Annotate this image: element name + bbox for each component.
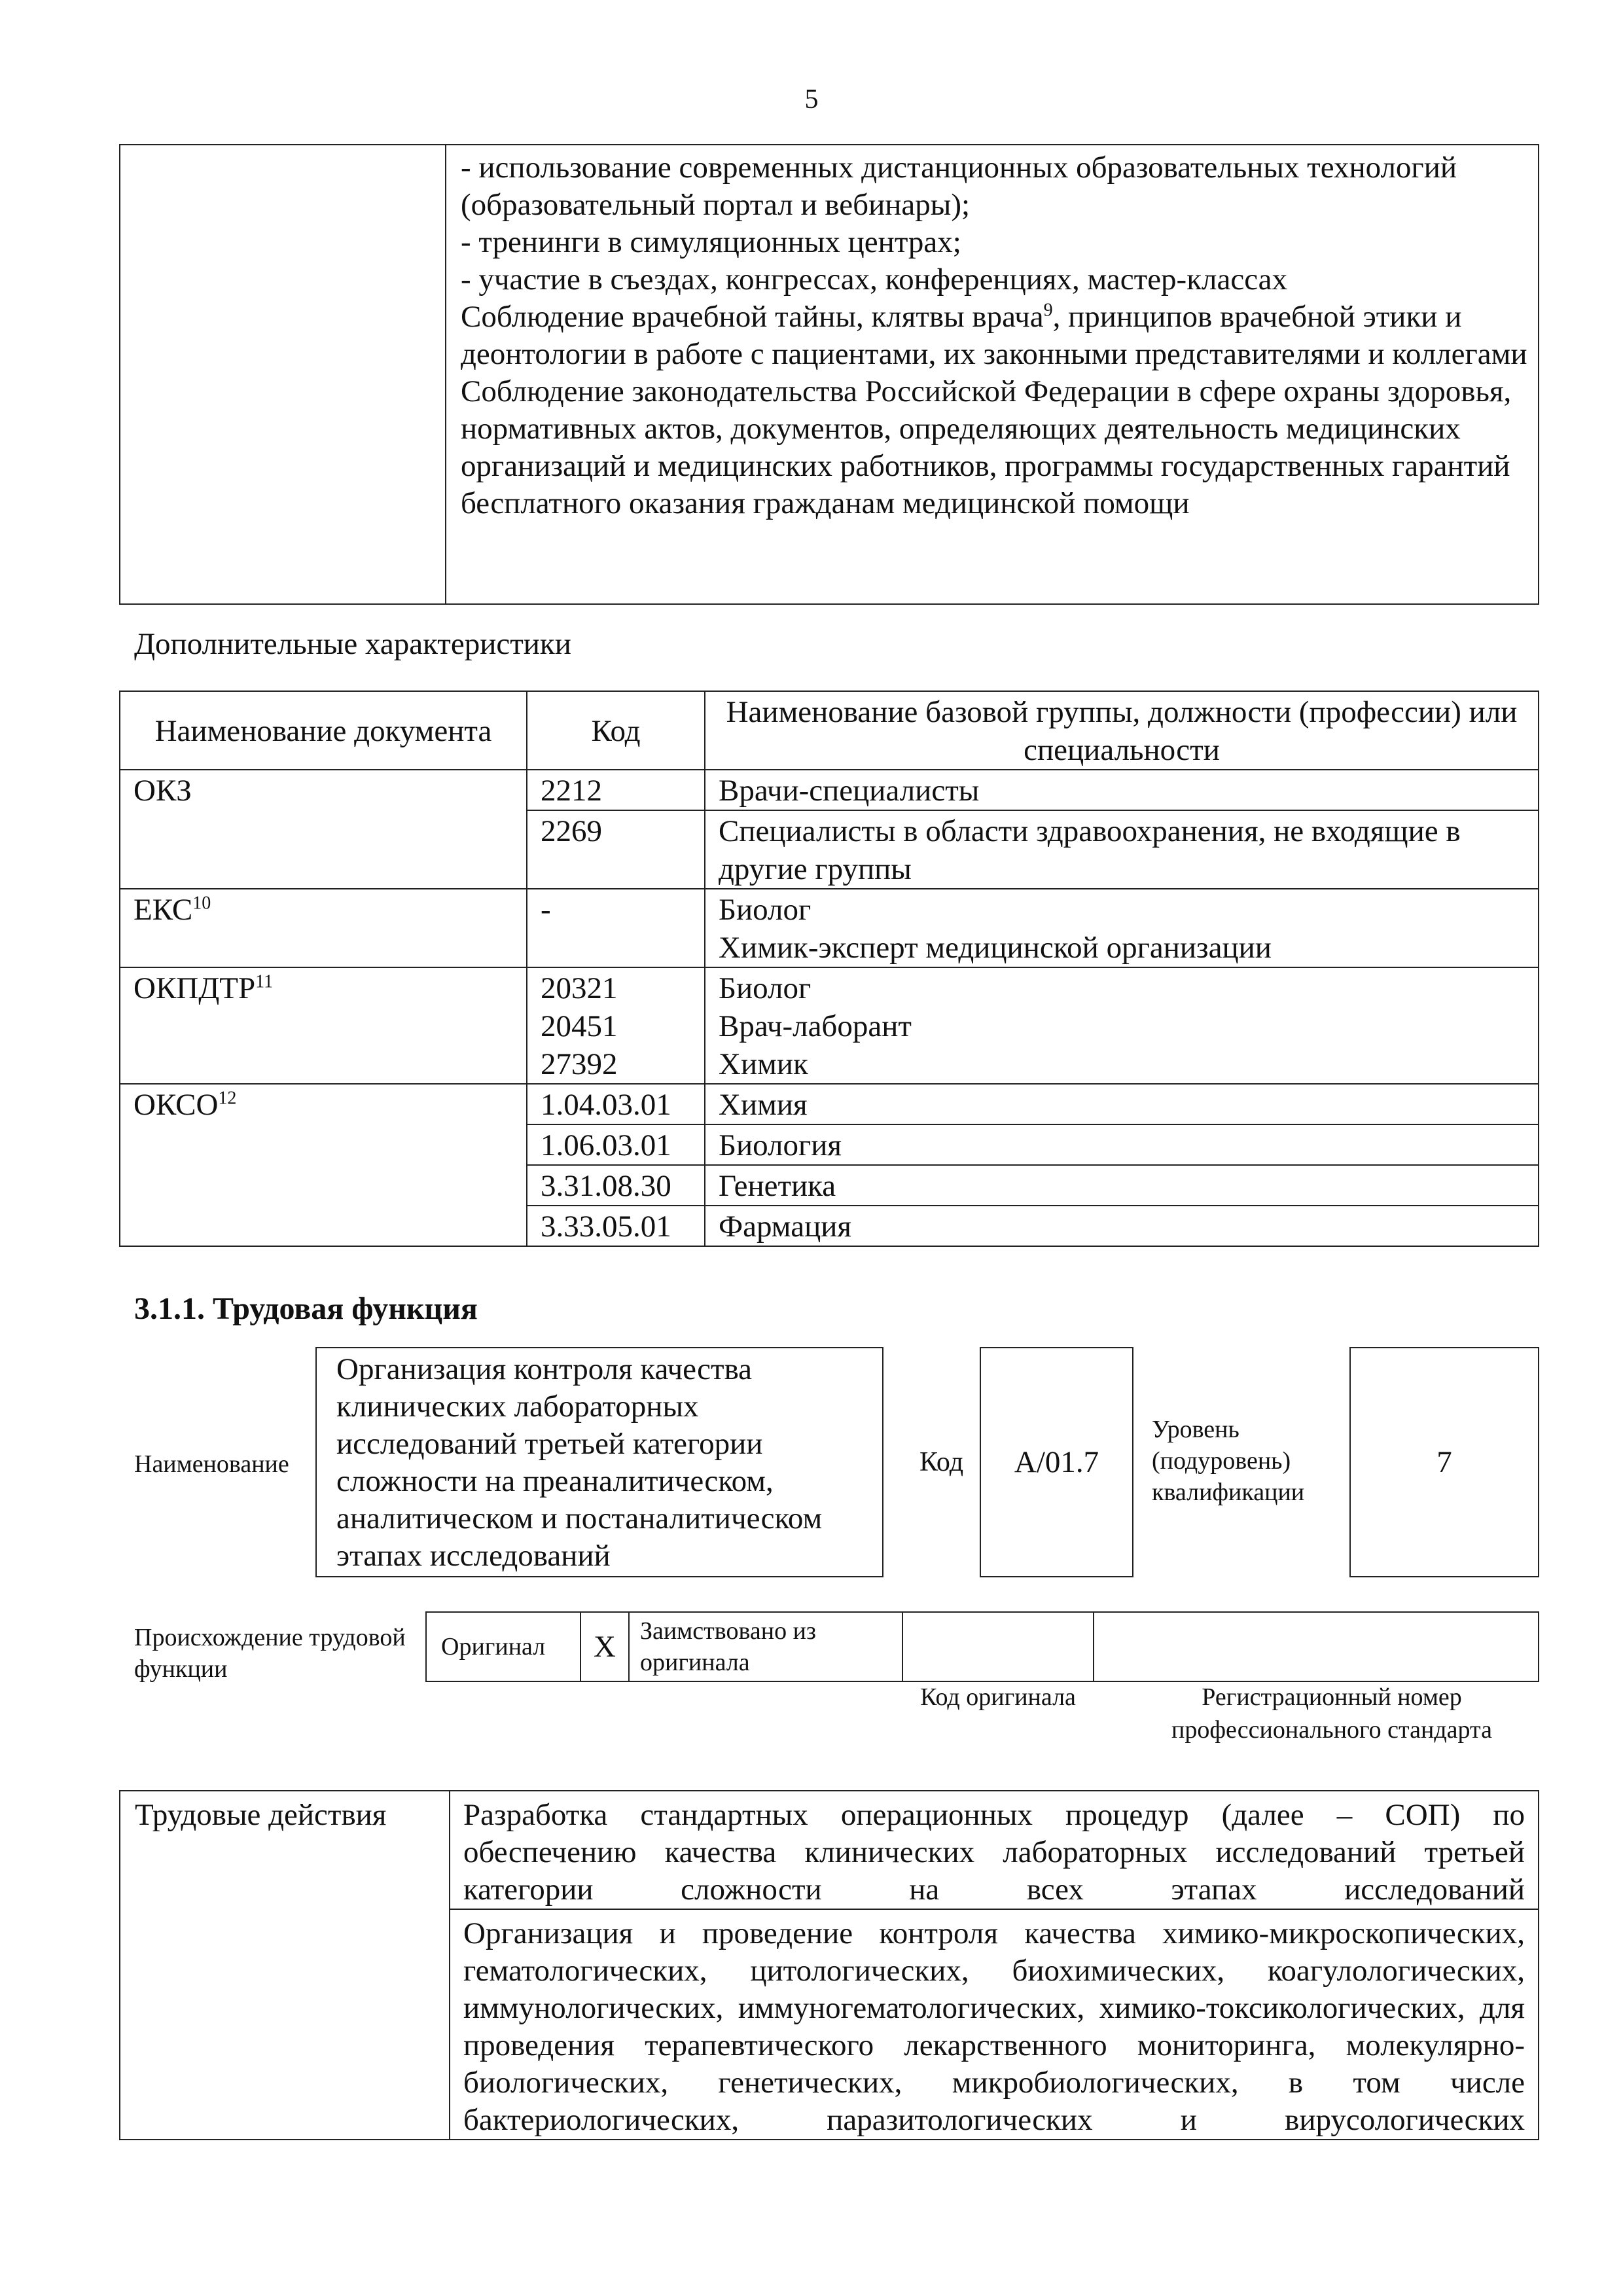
table-row <box>120 1084 1539 1124</box>
group-name-cell: Генетика <box>705 1165 1539 1206</box>
code-cell: 3.31.08.30 <box>527 1165 705 1206</box>
code-cell: 1.06.03.01 <box>527 1124 705 1165</box>
original-label-cell: Оригинал <box>426 1612 580 1681</box>
level-value-box: 7 <box>1349 1347 1539 1577</box>
origin-table <box>425 1611 1539 1682</box>
header-code: Код <box>527 691 705 770</box>
table-row <box>120 889 1539 967</box>
requirement-line-1: - использование современных дистанционных образовательных технологий (образовательный портал и вебинары); <box>461 151 1457 222</box>
footnote-mark: 12 <box>218 1088 237 1109</box>
original-mark-cell: X <box>580 1612 629 1681</box>
level-label: Уровень (подуровень) квалификации <box>1152 1416 1305 1506</box>
legislation-paragraph: Соблюдение законодательства Российской Федерации в сфере охраны здоровья, нормативных актов, документов, определяющих деятельность медицинских организаций и медицинских работников, программы государственных гарантий бесплатного оказания гражданам медицинской помощи <box>461 374 1512 520</box>
group-name-cell: Фармация <box>705 1206 1539 1246</box>
borrowed-label-cell: Заимствовано из оригинала <box>629 1612 902 1681</box>
registration-number-caption: Регистрационный номер профессионального стандарта <box>1171 1683 1492 1744</box>
group-name-cell: Биология <box>705 1124 1539 1165</box>
code-cell: 3.33.05.01 <box>527 1206 705 1246</box>
labor-action-2: Организация и проведение контроля качества химико-микроскопических, гематологических, цитологических, биохимических, коагулологических, иммунологических, иммуногематологических, химико-токсикологических, для проведения терапевтического лекарственного мониторинга, молекулярно-биологических, генетических, микробиологических, в том числе бактериологических, паразитологических и вирусологических <box>450 1909 1539 2140</box>
top-continuation-table <box>119 144 1539 605</box>
table-header-row <box>120 691 1539 770</box>
document-cell: ОКПДТР$^{11}$ <box>120 967 527 1084</box>
code-value-box: А/01.7 <box>980 1347 1133 1577</box>
confidentiality-paragraph: Соблюдение врачебной тайны, клятвы врача$^9$, принципов врачебной этики и деонтологии в работе с пациентами, их законными представителями и коллегами <box>461 300 1527 371</box>
code-cell: 2212 <box>527 770 705 810</box>
additional-characteristics-table <box>119 691 1539 1247</box>
labor-actions-table <box>119 1790 1539 2140</box>
footnote-mark: 10 <box>192 893 211 914</box>
table-row <box>120 967 1539 1084</box>
code-cell: 20321 20451 27392 <box>527 967 705 1084</box>
empty-label-cell <box>120 145 446 604</box>
registration-number-cell <box>1094 1612 1539 1681</box>
name-label: Наименование <box>134 1450 289 1478</box>
group-name-cell: Биолог Врач-лаборант Химик <box>705 967 1539 1084</box>
page-number: 5 <box>804 84 819 115</box>
document-cell: ЕКС$^{10}$ <box>120 889 527 967</box>
footnote-mark: 9 <box>1043 300 1053 321</box>
table-row <box>120 770 1539 810</box>
code-label: Код <box>919 1447 964 1477</box>
requirement-line-2: - тренинги в симуляционных центрах; <box>461 225 961 259</box>
code-cell: 1.04.03.01 <box>527 1084 705 1124</box>
code-cell: - <box>527 889 705 967</box>
group-name-cell: Специалисты в области здравоохранения, не входящие в другие группы <box>705 810 1539 889</box>
footnote-mark: 11 <box>255 971 274 992</box>
labor-function-name-box: Организация контроля качества клинических лабораторных исследований третьей категории сложности на преаналитическом, аналитическом и постаналитическом этапах исследований <box>315 1347 883 1577</box>
group-name-cell: Химия <box>705 1084 1539 1124</box>
header-group-name: Наименование базовой группы, должности (профессии) или специальности <box>705 691 1539 770</box>
group-name-cell: Биолог Химик-эксперт медицинской организации <box>705 889 1539 967</box>
document-cell: ОКЗ <box>120 770 527 889</box>
original-code-cell <box>902 1612 1094 1681</box>
document-cell: ОКСО$^{12}$ <box>120 1084 527 1246</box>
requirements-cell <box>446 145 1539 604</box>
additional-characteristics-caption: Дополнительные характеристики <box>134 627 571 661</box>
original-code-caption: Код оригинала <box>920 1683 1076 1711</box>
requirement-line-3: - участие в съездах, конгрессах, конференциях, мастер-классах <box>461 262 1288 296</box>
labor-function-heading: 3.1.1. Трудовая функция <box>134 1291 478 1326</box>
labor-action-1: Разработка стандартных операционных процедур (далее – СОП) по обеспечению качества клинических лабораторных исследований третьей категории сложности на всех этапах исследований <box>450 1791 1539 1909</box>
group-name-cell: Врачи-специалисты <box>705 770 1539 810</box>
code-cell: 2269 <box>527 810 705 889</box>
header-document: Наименование документа <box>120 691 527 770</box>
origin-label: Происхождение трудовой функции <box>134 1624 406 1683</box>
labor-actions-label: Трудовые действия <box>120 1791 450 2140</box>
